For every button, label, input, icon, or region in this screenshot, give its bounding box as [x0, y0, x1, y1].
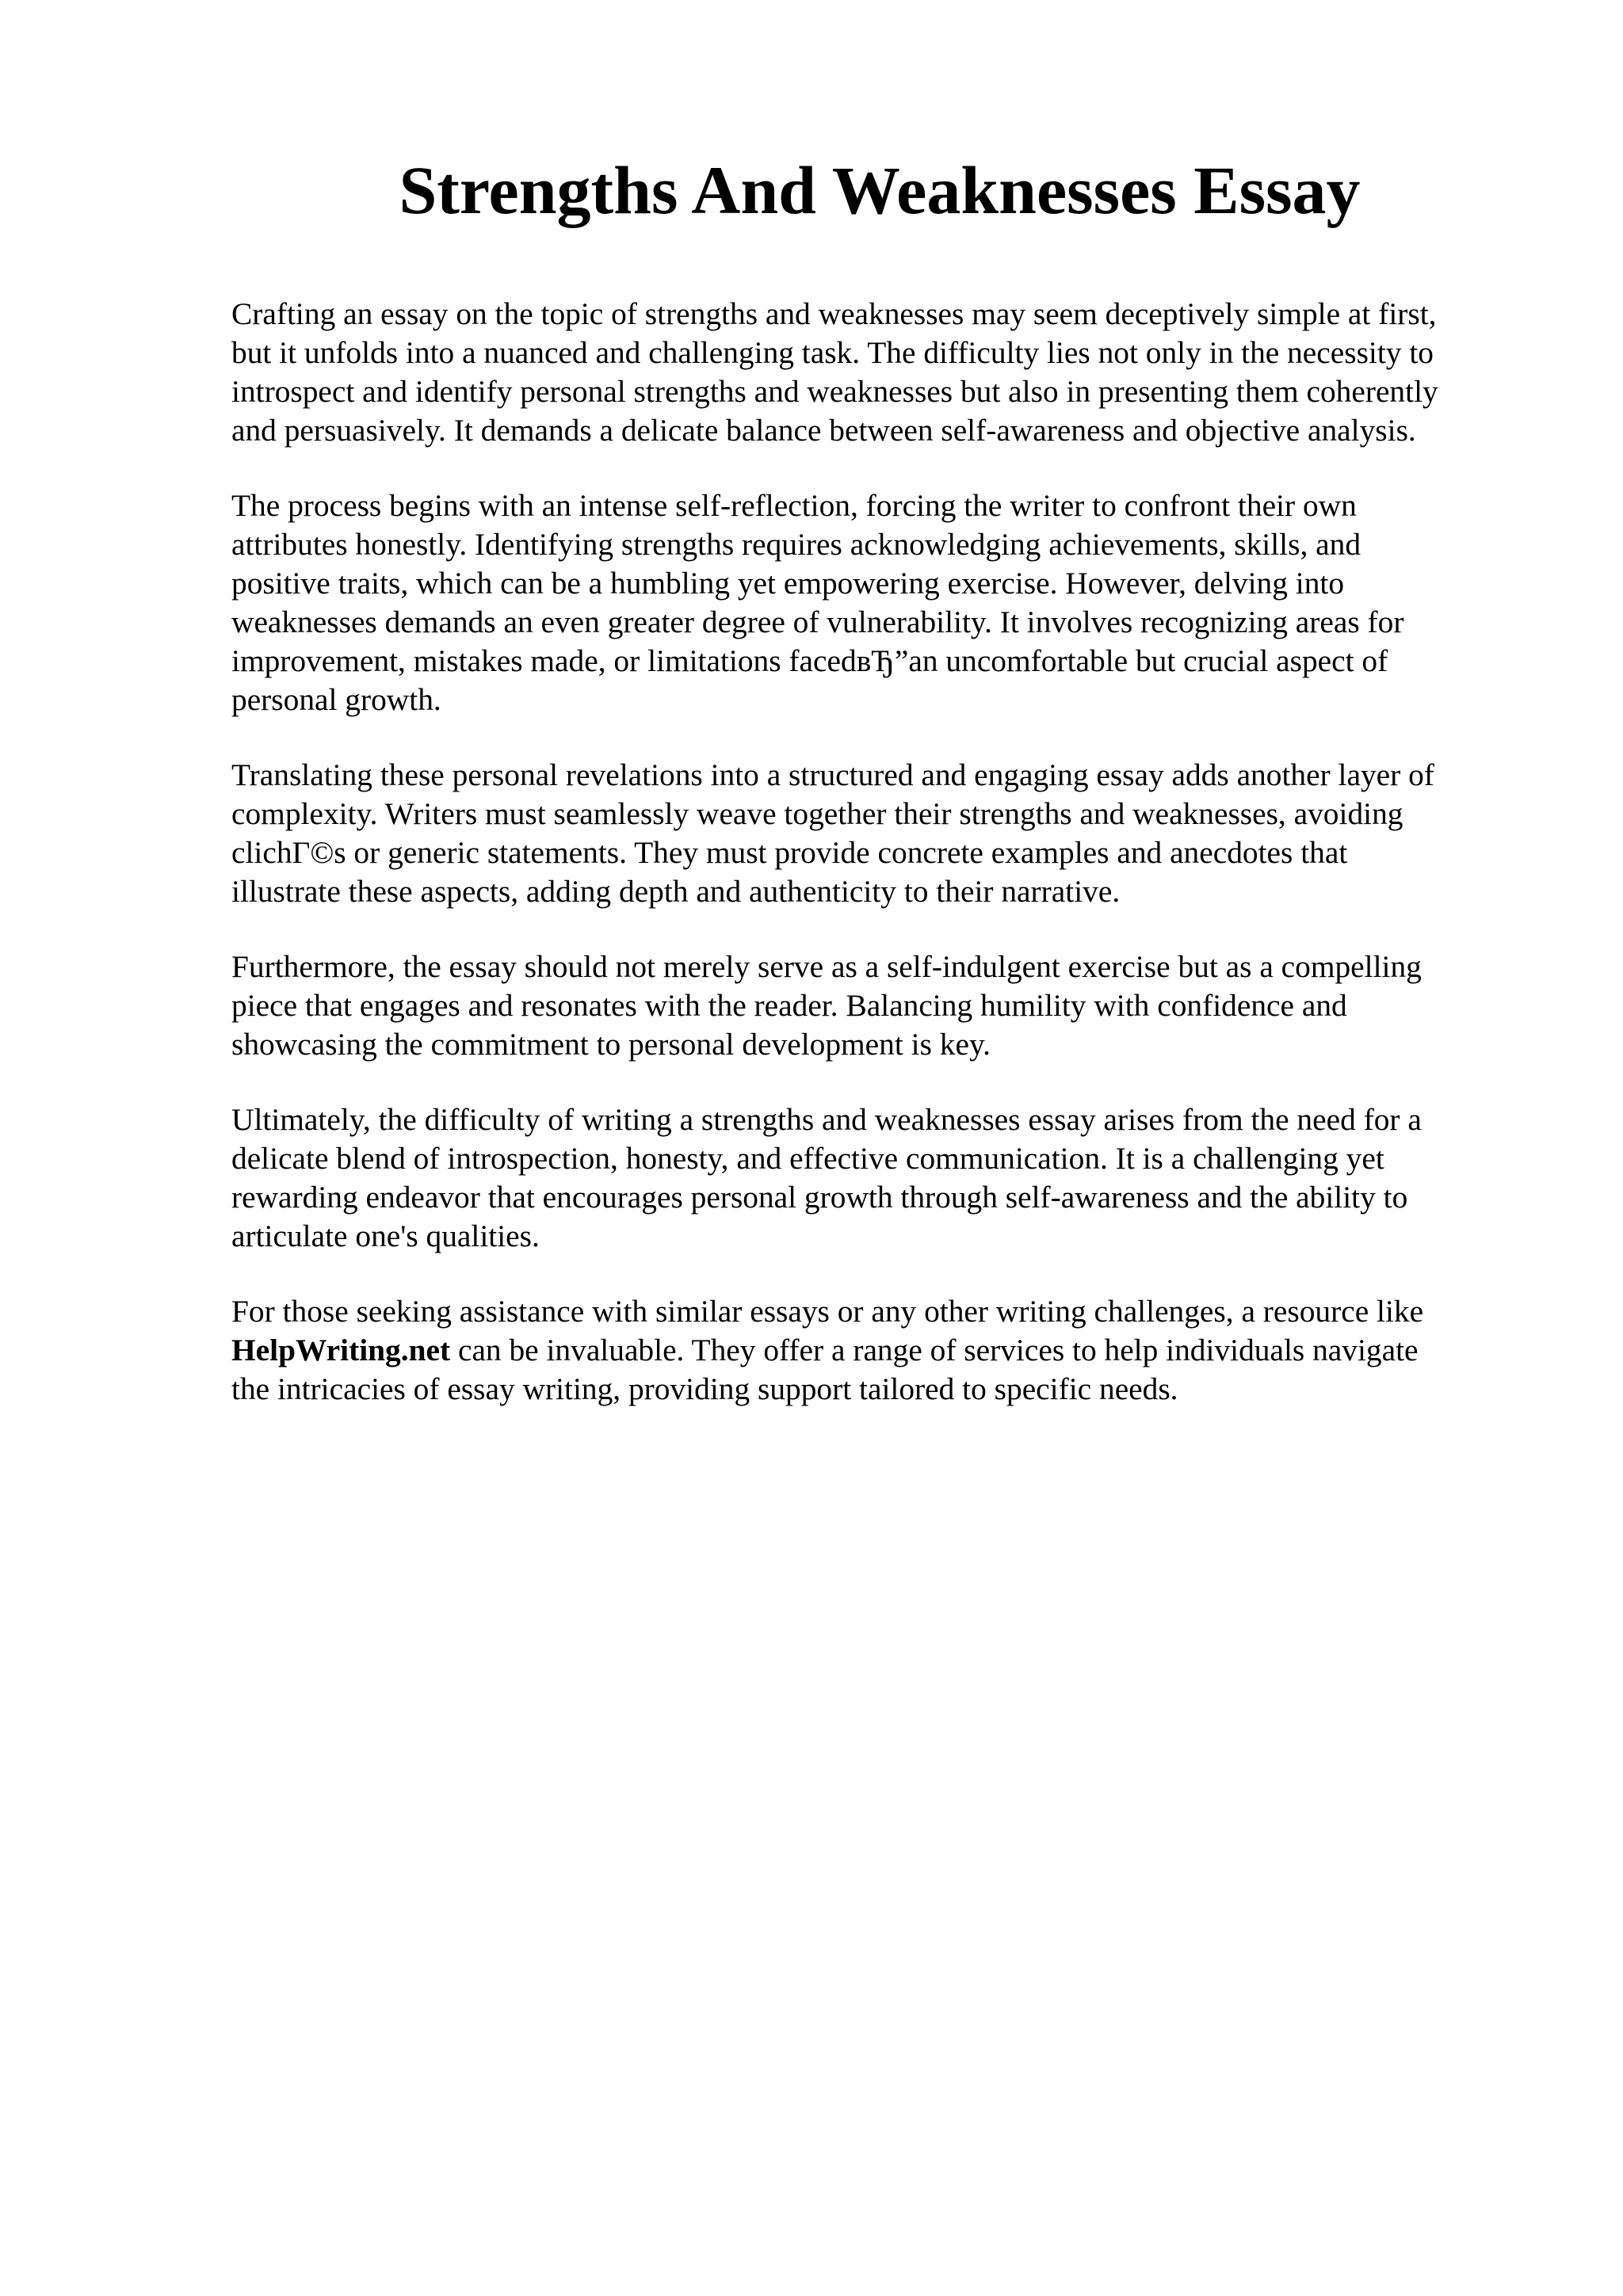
paragraph-4: [231, 948, 1515, 1064]
paragraph-line: the intricacies of essay writing, providing support tailored to specific needs.: [231, 1371, 1178, 1406]
paragraph-line: personal growth.: [231, 682, 441, 717]
paragraph-line: Translating these personal revelations into a structured and engaging essay adds another layer of: [231, 757, 1434, 792]
paragraph-line: Crafting an essay on the topic of strengths and weaknesses may seem deceptively simple at first,: [231, 296, 1437, 331]
paragraph-line: For those seeking assistance with similar essays or any other writing challenges, a resource like: [231, 1294, 1424, 1329]
paragraph-line: showcasing the commitment to personal development is key.: [231, 1027, 991, 1062]
paragraph-line: piece that engages and resonates with the reader. Balancing humility with confidence and: [231, 988, 1347, 1023]
paragraph-line: illustrate these aspects, adding depth and authenticity to their narrative.: [231, 874, 1121, 909]
paragraph-line: delicate blend of introspection, honesty, and effective communication. It is a challenging yet: [231, 1141, 1384, 1176]
paragraph-line: but it unfolds into a nuanced and challenging task. The difficulty lies not only in the necessity to: [231, 335, 1434, 370]
paragraph-line: The process begins with an intense self-reflection, forcing the writer to confront their own: [231, 488, 1357, 523]
paragraph-line: complexity. Writers must seamlessly weave together their strengths and weaknesses, avoiding: [231, 796, 1403, 831]
paragraph-1: [231, 295, 1515, 450]
helpwriting-link[interactable]: HelpWriting.net: [231, 1333, 451, 1367]
paragraph-line: rewarding endeavor that encourages personal growth through self-awareness and the ability to: [231, 1180, 1408, 1215]
page-title: Strengths And Weaknesses Essay: [399, 152, 1361, 228]
paragraph-line: attributes honestly. Identifying strengths requires acknowledging achievements, skills, and: [231, 527, 1361, 562]
paragraph-line: positive traits, which can be a humbling yet empowering exercise. However, delving into: [231, 566, 1345, 601]
paragraph-line-with-link: [231, 1331, 1515, 1370]
essay-body: [231, 295, 1515, 1445]
paragraph-line: and persuasively. It demands a delicate balance between self-awareness and objective analysis.: [231, 413, 1416, 448]
paragraph-line: improvement, mistakes made, or limitations facedвЂ”an uncomfortable but crucial aspect of: [231, 643, 1388, 678]
paragraph-line: introspect and identify personal strengths and weaknesses but also in presenting them coherently: [231, 374, 1438, 409]
paragraph-text: can be invaluable. They offer a range of services to help individuals navigate: [450, 1333, 1419, 1367]
paragraph-line: weaknesses demands an even greater degree of vulnerability. It involves recognizing areas for: [231, 605, 1404, 639]
paragraph-line: articulate one's qualities.: [231, 1219, 540, 1253]
paragraph-3: [231, 756, 1515, 911]
paragraph-5: [231, 1100, 1515, 1256]
paragraph-2: [231, 486, 1515, 719]
paragraph-line: Ultimately, the difficulty of writing a strengths and weaknesses essay arises from the need for a: [231, 1102, 1422, 1137]
paragraph-line: clichГ©s or generic statements. They must provide concrete examples and anecdotes that: [231, 835, 1348, 870]
paragraph-line: Furthermore, the essay should not merely serve as a self-indulgent exercise but as a compelling: [231, 949, 1422, 984]
paragraph-6: [231, 1292, 1515, 1409]
